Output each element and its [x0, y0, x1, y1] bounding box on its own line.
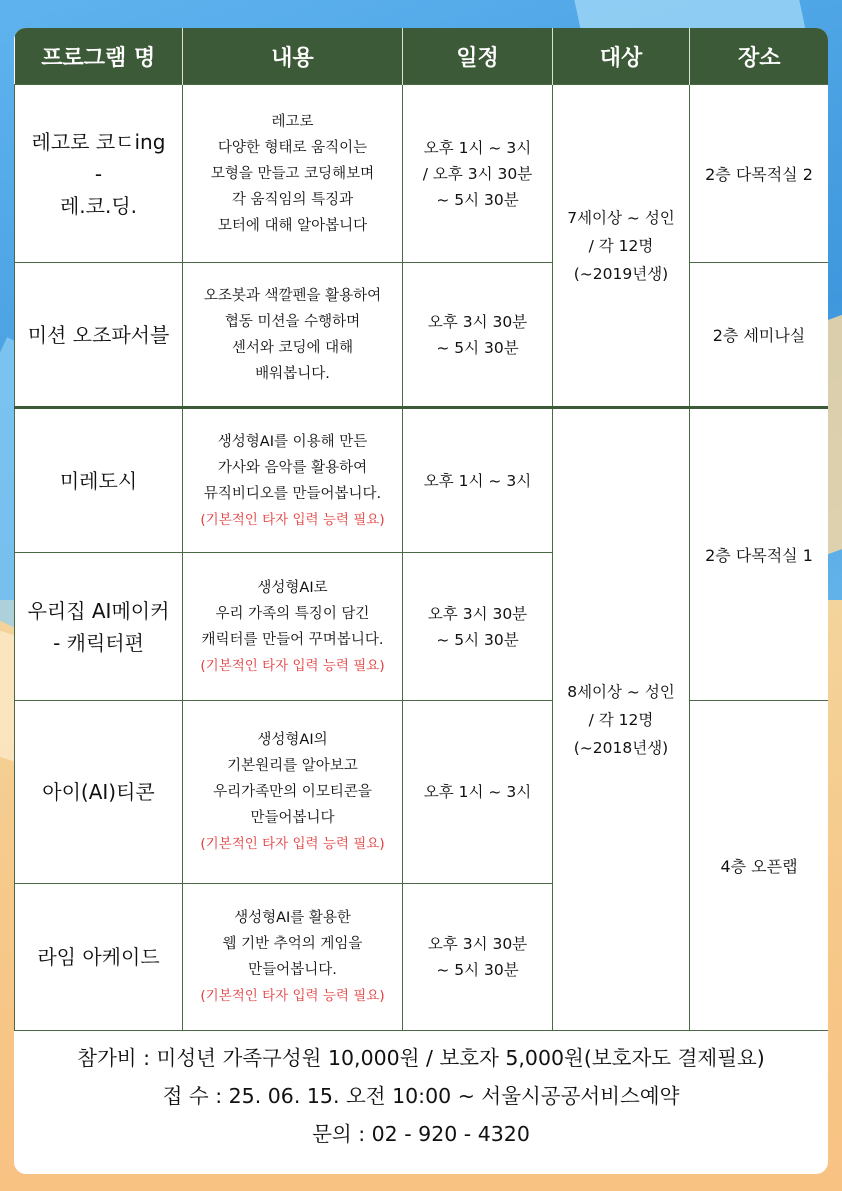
header-location: 장소	[690, 28, 829, 85]
table-row	[15, 701, 829, 884]
info-footer	[14, 1031, 828, 1153]
program-content: 생성형AI를 활용한 웹 기반 추억의 게임을 만들어봅니다. (기본적인 타자 입력 능력 필요)	[183, 884, 403, 1031]
table-row	[15, 408, 829, 553]
typing-requirement-note: (기본적인 타자 입력 능력 필요)	[200, 657, 385, 674]
program-location: 2층 세미나실	[690, 263, 829, 408]
header-content: 내용	[183, 28, 403, 85]
program-schedule: 오후 3시 30분 ~ 5시 30분	[403, 553, 553, 701]
program-schedule: 오후 3시 30분 ~ 5시 30분	[403, 884, 553, 1031]
program-name: 우리집 AI메이커 - 캐릭터편	[15, 553, 183, 701]
fee-info: 참가비 : 미성년 가족구성원 10,000원 / 보호자 5,000원(보호자도 결제필요)	[77, 1046, 765, 1070]
program-content: 오조봇과 색깔펜을 활용하여 협동 미션을 수행하며 센서와 코딩에 대해 배워봅니다.	[183, 263, 403, 408]
table-row	[15, 85, 829, 263]
program-table	[14, 28, 828, 1031]
program-content: 생성형AI의 기본원리를 알아보고 우리가족만의 이모티콘을 만들어봅니다 (기본적인 타자 입력 능력 필요)	[183, 701, 403, 884]
program-card	[14, 28, 828, 1174]
header-schedule: 일정	[403, 28, 553, 85]
program-name: 미션 오조파서블	[15, 263, 183, 408]
contact-info: 문의 : 02 - 920 - 4320	[312, 1122, 530, 1146]
program-schedule: 오후 3시 30분 ~ 5시 30분	[403, 263, 553, 408]
program-name: 라임 아케이드	[15, 884, 183, 1031]
program-schedule: 오후 1시 ~ 3시 / 오후 3시 30분 ~ 5시 30분	[403, 85, 553, 263]
program-schedule: 오후 1시 ~ 3시	[403, 701, 553, 884]
registration-info: 접 수 : 25. 06. 15. 오전 10:00 ~ 서울시공공서비스예약	[162, 1084, 680, 1108]
program-target: 8세이상 ~ 성인 / 각 12명 (~2018년생)	[553, 408, 690, 1031]
typing-requirement-note: (기본적인 타자 입력 능력 필요)	[200, 511, 385, 528]
typing-requirement-note: (기본적인 타자 입력 능력 필요)	[200, 836, 385, 852]
table-row	[15, 263, 829, 408]
header-program: 프로그램 명	[15, 28, 183, 85]
program-name: 아이(AI)티콘	[15, 701, 183, 884]
program-content: 생성형AI를 이용해 만든 가사와 음악를 활용하여 뮤직비디오를 만들어봅니다. (기본적인 타자 입력 능력 필요)	[183, 408, 403, 553]
program-location: 2층 다목적실 1	[690, 408, 829, 701]
table-header-row	[15, 28, 829, 85]
program-content: 생성형AI로 우리 가족의 특징이 담긴 캐릭터를 만들어 꾸며봅니다. (기본적인 타자 입력 능력 필요)	[183, 553, 403, 701]
program-target: 7세이상 ~ 성인 / 각 12명 (~2019년생)	[553, 85, 690, 408]
program-schedule: 오후 1시 ~ 3시	[403, 408, 553, 553]
program-name: 레고로 코ㄷing - 레.코.딩.	[15, 85, 183, 263]
typing-requirement-note: (기본적인 타자 입력 능력 필요)	[200, 988, 385, 1004]
program-name: 미레도시	[15, 408, 183, 553]
program-location: 2층 다목적실 2	[690, 85, 829, 263]
program-location: 4층 오픈랩	[690, 701, 829, 1031]
header-target: 대상	[553, 28, 690, 85]
program-content: 레고로 다양한 형태로 움직이는 모형을 만들고 코딩해보며 각 움직임의 특징과 모터에 대해 알아봅니다	[183, 85, 403, 263]
